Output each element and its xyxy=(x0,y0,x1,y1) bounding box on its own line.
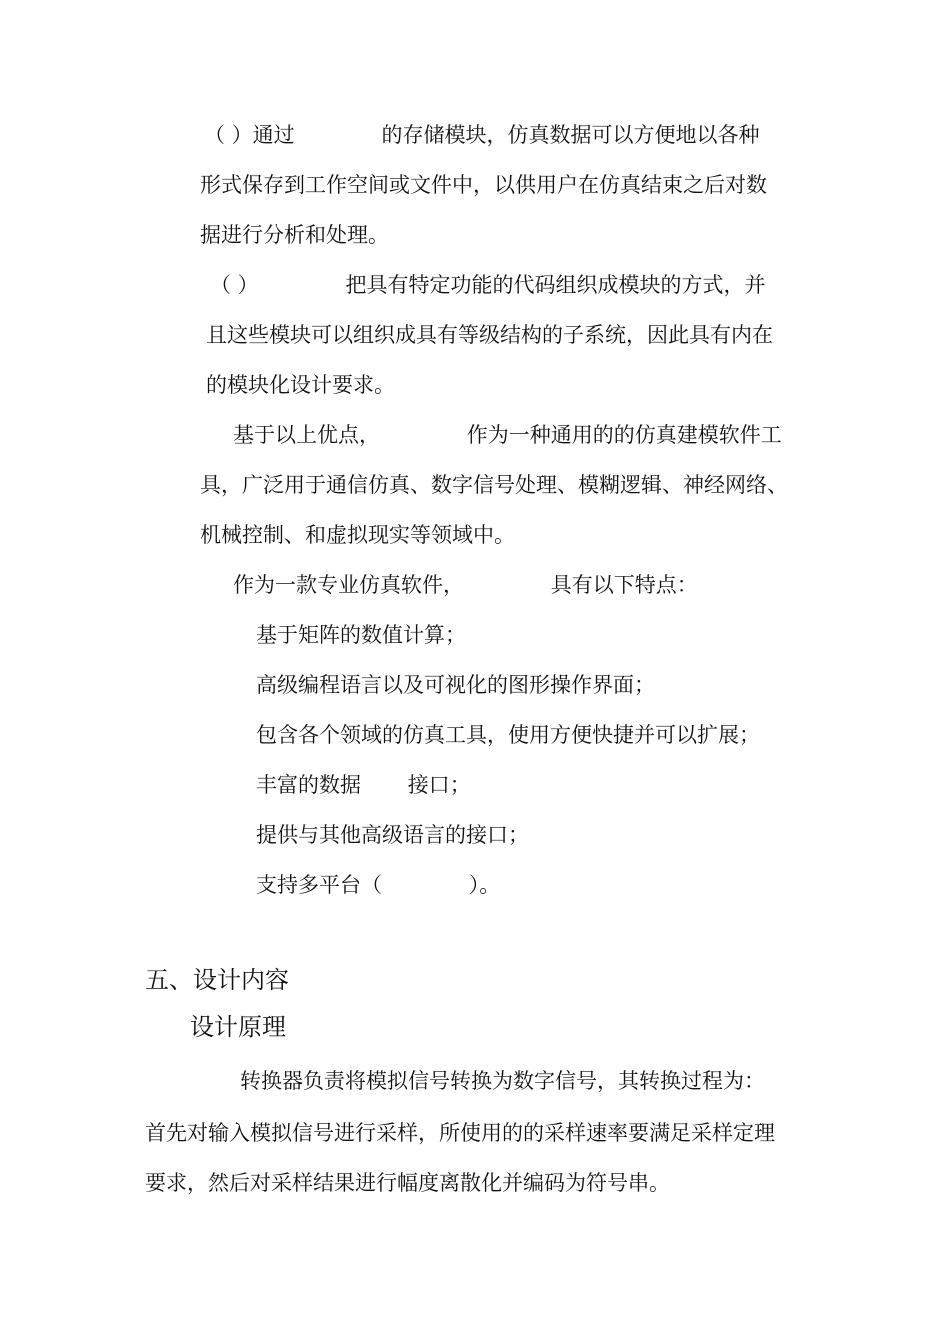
feature-list-item: 丰富的数据 接口； xyxy=(256,773,471,797)
paragraph-line: 要求，然后对采样结果进行幅度离散化并编码为符号串。 xyxy=(145,1171,670,1195)
paragraph-line: 据进行分析和处理。 xyxy=(200,223,389,247)
feature-list-item: 包含各个领域的仿真工具，使用方便快捷并可以扩展； xyxy=(256,723,760,747)
paragraph-line: （ ）通过 的存储模块，仿真数据可以方便地以各种 xyxy=(204,123,760,147)
paragraph-line: 具，广泛用于通信仿真、数字信号处理、模糊逻辑、神经网络、 xyxy=(200,473,788,497)
paragraph-line: 机械控制、和虚拟现实等领域中。 xyxy=(200,523,515,547)
feature-list-item: 基于矩阵的数值计算； xyxy=(256,623,466,647)
paragraph-line: （ ） 把具有特定功能的代码组织成模块的方式，并 xyxy=(210,273,766,297)
paragraph-line: 的模块化设计要求。 xyxy=(206,373,395,397)
paragraph-line: 作为一款专业仿真软件， 具有以下特点： xyxy=(233,573,698,597)
feature-list-item: 提供与其他高级语言的接口； xyxy=(256,823,529,847)
paragraph-line: 转换器负责将模拟信号转换为数字信号，其转换过程为： xyxy=(240,1069,765,1093)
paragraph-line: 且这些模块可以组织成具有等级结构的子系统，因此具有内在 xyxy=(206,323,773,347)
section-heading: 五、设计内容 xyxy=(145,966,289,994)
paragraph-line: 形式保存到工作空间或文件中，以供用户在仿真结束之后对数 xyxy=(200,173,767,197)
feature-list-item: 高级编程语言以及可视化的图形操作界面； xyxy=(256,673,655,697)
paragraph-line: 基于以上优点， 作为一种通用的的仿真建模软件工 xyxy=(233,423,782,447)
feature-list-item: 支持多平台（ ）。 xyxy=(256,873,501,897)
paragraph-line: 首先对输入模拟信号进行采样，所使用的的采样速率要满足采样定理 xyxy=(145,1121,775,1145)
subsection-heading: 设计原理 xyxy=(190,1013,286,1041)
